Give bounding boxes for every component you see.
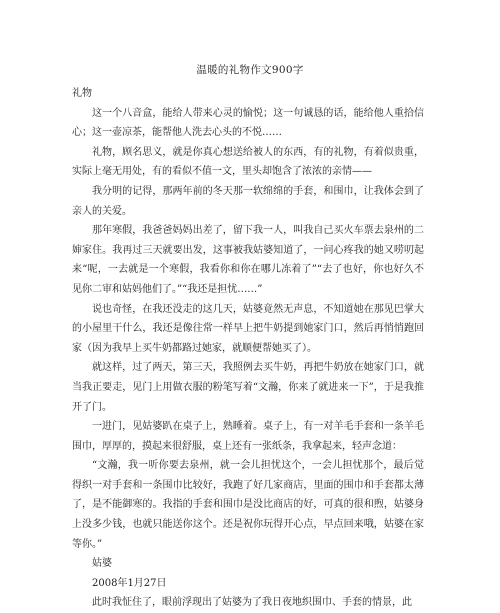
paragraph: 一进门，见姑婆趴在桌子上，熟睡着。桌子上，有一对羊毛手套和一条羊毛围巾，厚厚的，摸起来很舒服，桌上还有一张纸条，我拿起来，轻声念道： — [72, 421, 424, 452]
essay-title: 温暖的礼物作文900字 — [196, 64, 304, 76]
paragraph: 就这样，过了两天，第三天，我照例去买牛奶，再把牛奶放在她家门口，就当我正要走，见门上用做衣服的粉笔写着“文瀚，你来了就进来一下”，于是我推开了门。 — [72, 362, 424, 413]
paragraph: 这一个八音盒，能给人带来心灵的愉悦；这一句诚恳的话，能给他人重拾信心；这一壶凉茶，能帮他人洗去心头的不悦…… — [72, 107, 424, 139]
paragraph: 说也奇怪，在我还没走的这几天，姑婆竟然无声息，不知道她在那见巴掌大的小屋里干什么，我还是像往常一样早上把牛奶提到她家门口，然后再悄悄跑回家（因为我早上买牛奶都路过她家，就顺便帮她买了）。 — [72, 303, 424, 354]
paragraph: “文瀚，我一听你要去泉州，就一会儿担忧这个，一会儿担忧那个，最后觉得织一对手套和一条围巾比较好，我跑了好几家商店，里面的围巾和手套都太薄了，是不能御寒的。我指的手套和围巾是没比商店的好，可真的很和煦，姑婆身上没多少钱，也就只能送你这个。还是祝你玩得开心点，早点回来哦，姑婆在家等你。” — [72, 460, 424, 550]
essay-heading: 礼物 — [72, 88, 92, 99]
letter-date: 2008年1月27日 — [92, 577, 167, 589]
paragraph: 礼物，顾名思义，就是你真心想送给被人的东西，有的礼物，有着似贵重，实际上毫无用处，有的看似不值一文，里头却饱含了浓浓的亲情—— — [72, 146, 424, 178]
paragraph: 那年寒假，我爸爸妈妈出差了，留下我一人，叫我自己买火车票去泉州的二婶家住。我再过三天就要出发，这事被我姑婆知道了，一问心疼我的她又唠叨起来“呢，一去就是一个寒假，我看你和你在哪儿冻着了”“去了也好，你也好久不见你二审和姑妈他们了。”“我还是担忧……” — [72, 225, 424, 295]
paragraph: 我分明的记得，那两年前的冬天那一软绵绵的手套，和围巾，让我体会到了亲人的关爱。 — [72, 185, 424, 217]
paragraph: 此时我怔住了，眼前浮现出了姑婆为了我日夜地织围巾、手套的情景，此 — [92, 597, 412, 609]
signature: 姑婆 — [92, 558, 112, 570]
essay-body — [72, 84, 424, 613]
